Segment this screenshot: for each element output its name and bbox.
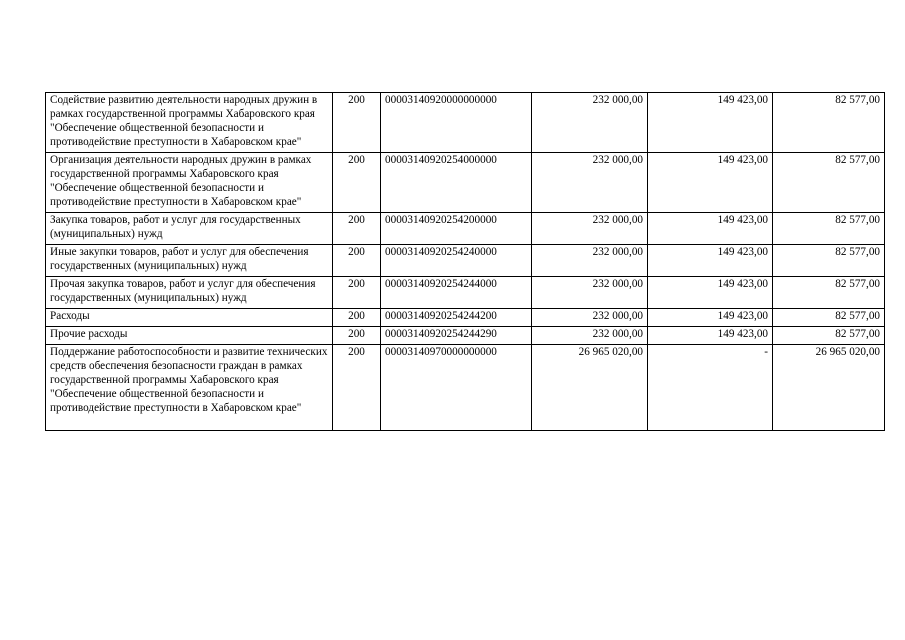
expense-name-cell bbox=[46, 345, 333, 431]
remaining-amount-cell: 82 577,00 bbox=[773, 277, 885, 309]
table-row bbox=[46, 245, 885, 277]
executed-amount-cell: 149 423,00 bbox=[648, 213, 773, 245]
budget-classification-code-cell: 00003140970000000000 bbox=[381, 345, 532, 431]
executed-amount-cell: 149 423,00 bbox=[648, 245, 773, 277]
admin-code-cell: 200 bbox=[333, 345, 381, 431]
remaining-amount-cell: 82 577,00 bbox=[773, 93, 885, 153]
remaining-amount-cell: 82 577,00 bbox=[773, 153, 885, 213]
approved-amount-cell: 232 000,00 bbox=[532, 309, 648, 327]
table-row bbox=[46, 153, 885, 213]
table-row bbox=[46, 213, 885, 245]
remaining-amount-cell: 82 577,00 bbox=[773, 309, 885, 327]
budget-classification-code-cell: 00003140920000000000 bbox=[381, 93, 532, 153]
executed-amount-cell: 149 423,00 bbox=[648, 93, 773, 153]
admin-code-cell: 200 bbox=[333, 277, 381, 309]
budget-classification-code-cell: 00003140920254200000 bbox=[381, 213, 532, 245]
budget-classification-code-cell: 00003140920254244000 bbox=[381, 277, 532, 309]
executed-amount-cell: 149 423,00 bbox=[648, 277, 773, 309]
executed-amount-cell: 149 423,00 bbox=[648, 309, 773, 327]
expense-name-cell: Организация деятельности народных дружин в рамках государственной программы Хабаровского края "Обеспечение общественной безопасности и противодействие преступности в Хабаровском крае" bbox=[46, 153, 333, 213]
table-row bbox=[46, 277, 885, 309]
executed-amount-cell: - bbox=[648, 345, 773, 431]
table-row bbox=[46, 309, 885, 327]
admin-code-cell: 200 bbox=[333, 309, 381, 327]
approved-amount-cell: 232 000,00 bbox=[532, 245, 648, 277]
expense-name-cell: Содействие развитию деятельности народных дружин в рамках государственной программы Хабаровского края "Обеспечение общественной безопасности и противодействие преступности в Хабаровском крае" bbox=[46, 93, 333, 153]
executed-amount-cell: 149 423,00 bbox=[648, 153, 773, 213]
expense-name-cell: Иные закупки товаров, работ и услуг для обеспечения государственных (муниципальных) нужд bbox=[46, 245, 333, 277]
table-row bbox=[46, 345, 885, 431]
budget-classification-code-cell: 00003140920254244290 bbox=[381, 327, 532, 345]
remaining-amount-cell: 26 965 020,00 bbox=[773, 345, 885, 431]
remaining-amount-cell: 82 577,00 bbox=[773, 213, 885, 245]
budget-classification-code-cell: 00003140920254244200 bbox=[381, 309, 532, 327]
approved-amount-cell: 232 000,00 bbox=[532, 153, 648, 213]
admin-code-cell: 200 bbox=[333, 327, 381, 345]
approved-amount-cell: 232 000,00 bbox=[532, 213, 648, 245]
expense-name-cell: Прочие расходы bbox=[46, 327, 333, 345]
budget-classification-code-cell: 00003140920254000000 bbox=[381, 153, 532, 213]
expense-name-cell: Прочая закупка товаров, работ и услуг для обеспечения государственных (муниципальных) нужд bbox=[46, 277, 333, 309]
approved-amount-cell: 232 000,00 bbox=[532, 327, 648, 345]
remaining-amount-cell: 82 577,00 bbox=[773, 327, 885, 345]
table-row bbox=[46, 93, 885, 153]
budget-classification-code-cell: 00003140920254240000 bbox=[381, 245, 532, 277]
expense-name-cell: Закупка товаров, работ и услуг для государственных (муниципальных) нужд bbox=[46, 213, 333, 245]
admin-code-cell: 200 bbox=[333, 153, 381, 213]
remaining-amount-cell: 82 577,00 bbox=[773, 245, 885, 277]
admin-code-cell: 200 bbox=[333, 213, 381, 245]
approved-amount-cell: 26 965 020,00 bbox=[532, 345, 648, 431]
budget-table bbox=[45, 92, 885, 431]
expense-name-text: Поддержание работоспособности и развитие технических средств обеспечения безопасности граждан в рамках государственной программы Хабаровского края "Обеспечение общественной безопасности и противодействие преступности в Хабаровском крае" bbox=[50, 346, 328, 414]
executed-amount-cell: 149 423,00 bbox=[648, 327, 773, 345]
admin-code-cell: 200 bbox=[333, 93, 381, 153]
cell-spacer bbox=[50, 415, 328, 427]
admin-code-cell: 200 bbox=[333, 245, 381, 277]
table-row bbox=[46, 327, 885, 345]
approved-amount-cell: 232 000,00 bbox=[532, 93, 648, 153]
approved-amount-cell: 232 000,00 bbox=[532, 277, 648, 309]
expense-name-cell: Расходы bbox=[46, 309, 333, 327]
